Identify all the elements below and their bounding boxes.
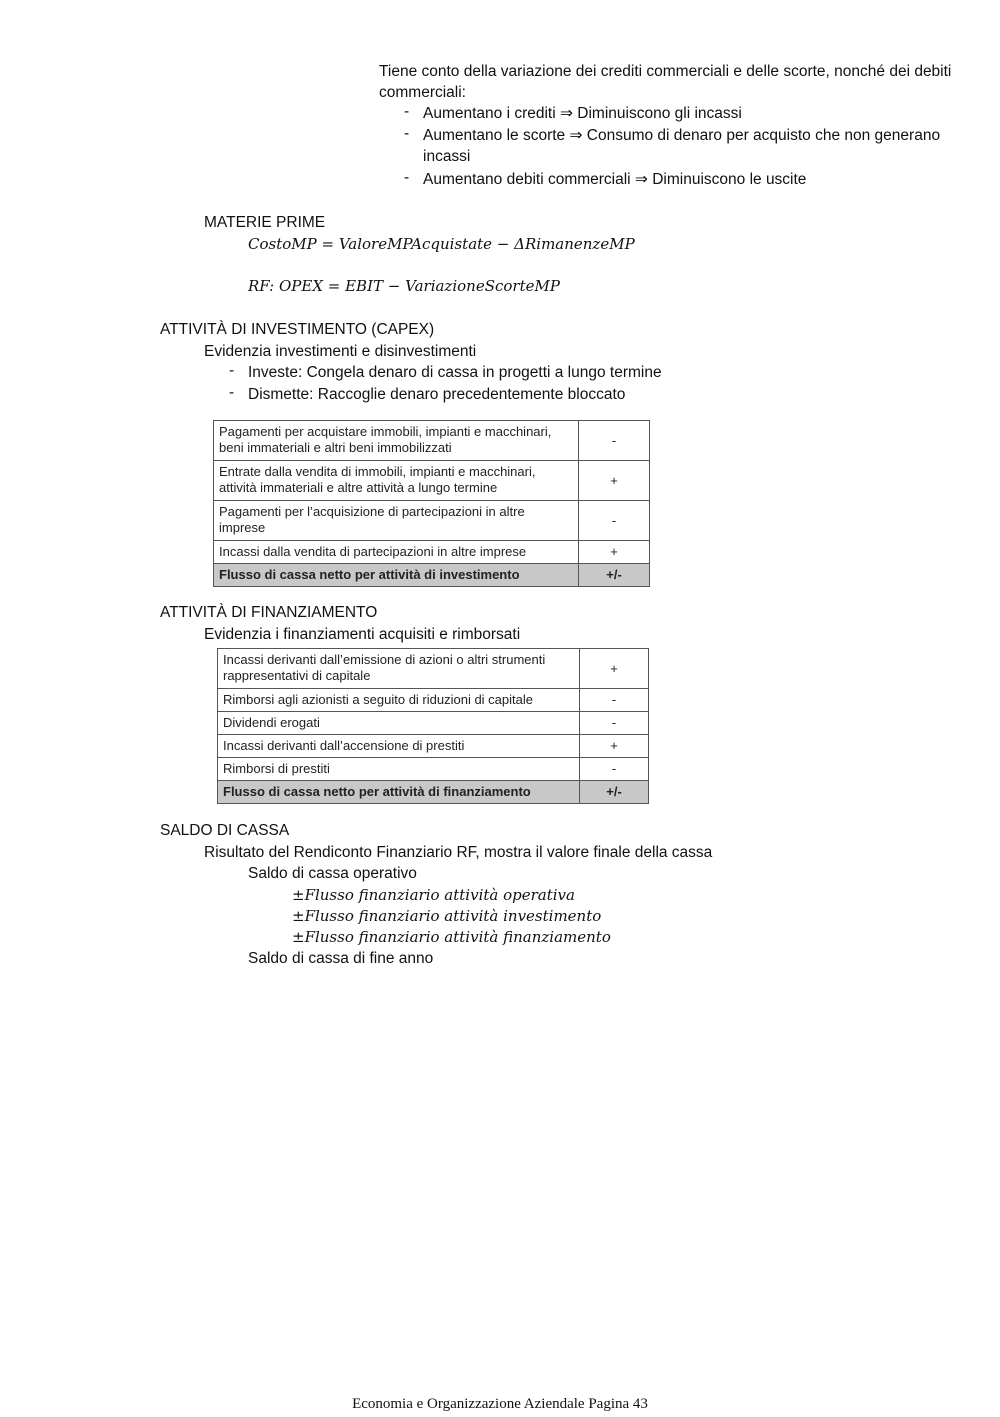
table-row — [214, 501, 650, 541]
investimento-description: Evidenzia investimenti e disinvestimenti — [204, 343, 477, 360]
materie-prime-heading: MATERIE PRIME — [204, 214, 326, 231]
table-row — [218, 689, 649, 712]
table-cell-sign: +/- — [580, 781, 649, 804]
table-cell-sign: - — [580, 689, 649, 712]
table-cell-label: Rimborsi agli azionisti a seguito di riduzioni di capitale — [218, 689, 580, 712]
table-cell-sign: + — [580, 735, 649, 758]
table-cell-sign: + — [579, 461, 650, 501]
table-row — [214, 461, 650, 501]
table-cell-label: Pagamenti per acquistare immobili, impianti e macchinari, beni immateriali e altri beni immobilizzati — [214, 421, 579, 461]
table-cell-sign: - — [580, 712, 649, 735]
flusso-investimento: ±Flusso finanziario attività investimento — [292, 907, 602, 925]
formula-costo-mp: CostoMP = ValoreMPAcquistate − ΔRimanenzeMP — [248, 235, 635, 253]
saldo-start: Saldo di cassa operativo — [248, 865, 417, 882]
saldo-heading: SALDO DI CASSA — [160, 822, 290, 839]
bullet-dash: - — [404, 125, 410, 142]
operativa-bullet: Aumentano debiti commerciali ⇒ Diminuiscono le uscite — [423, 171, 807, 188]
formula-opex: RF: OPEX = EBIT − VariazioneScorteMP — [248, 277, 560, 295]
table-row — [218, 758, 649, 781]
table-cell-label: Pagamenti per l’acquisizione di partecipazioni in altre imprese — [214, 501, 579, 541]
saldo-end: Saldo di cassa di fine anno — [248, 950, 434, 967]
investimento-table — [213, 420, 650, 587]
table-cell-sign: - — [579, 421, 650, 461]
bullet-dash: - — [404, 103, 410, 120]
finanziamento-table — [217, 648, 649, 804]
table-cell-sign: + — [579, 541, 650, 564]
table-cell-sign: - — [580, 758, 649, 781]
table-cell-label: Rimborsi di prestiti — [218, 758, 580, 781]
investimento-bullet: Investe: Congela denaro di cassa in progetti a lungo termine — [248, 364, 662, 381]
table-row — [214, 421, 650, 461]
table-cell-label: Incassi derivanti dall’accensione di prestiti — [218, 735, 580, 758]
bullet-dash: - — [229, 384, 235, 401]
table-cell-label: Flusso di cassa netto per attività di finanziamento — [218, 781, 580, 804]
table-row — [218, 712, 649, 735]
finanziamento-description: Evidenzia i finanziamenti acquisiti e rimborsati — [204, 626, 521, 643]
table-row — [214, 541, 650, 564]
table-total-row — [218, 781, 649, 804]
flusso-operativa: ±Flusso finanziario attività operativa — [292, 886, 575, 904]
table-cell-label: Dividendi erogati — [218, 712, 580, 735]
saldo-description: Risultato del Rendiconto Finanziario RF, mostra il valore finale della cassa — [204, 844, 713, 861]
table-cell-sign: - — [579, 501, 650, 541]
table-cell-sign: +/- — [579, 564, 650, 587]
table-row — [218, 649, 649, 689]
page-footer: Economia e Organizzazione Aziendale Pagina 43 — [352, 1396, 648, 1412]
table-cell-label: Flusso di cassa netto per attività di investimento — [214, 564, 579, 587]
operativa-bullet: Aumentano i crediti ⇒ Diminuiscono gli incassi — [423, 105, 742, 122]
table-cell-label: Incassi dalla vendita di partecipazioni in altre imprese — [214, 541, 579, 564]
flusso-finanziamento: ±Flusso finanziario attività finanziamento — [292, 928, 611, 946]
table-cell-label: Entrate dalla vendita di immobili, impianti e macchinari, attività immateriali e altre attività a lungo termine — [214, 461, 579, 501]
bullet-dash: - — [404, 169, 410, 186]
bullet-dash: - — [229, 362, 235, 379]
table-cell-sign: + — [580, 649, 649, 689]
table-total-row — [214, 564, 650, 587]
investimento-heading: ATTIVITÀ DI INVESTIMENTO (CAPEX) — [160, 321, 435, 338]
operativa-bullet: Aumentano le scorte ⇒ Consumo di denaro per acquisto che non generano incassi — [423, 127, 941, 165]
operativa-intro: Tiene conto della variazione dei crediti commerciali e delle scorte, nonché dei debiti commerciali: — [379, 63, 952, 101]
investimento-bullet: Dismette: Raccoglie denaro precedentemente bloccato — [248, 386, 626, 403]
finanziamento-heading: ATTIVITÀ DI FINANZIAMENTO — [160, 604, 378, 621]
table-cell-label: Incassi derivanti dall’emissione di azioni o altri strumenti rappresentativi di capitale — [218, 649, 580, 689]
table-row — [218, 735, 649, 758]
